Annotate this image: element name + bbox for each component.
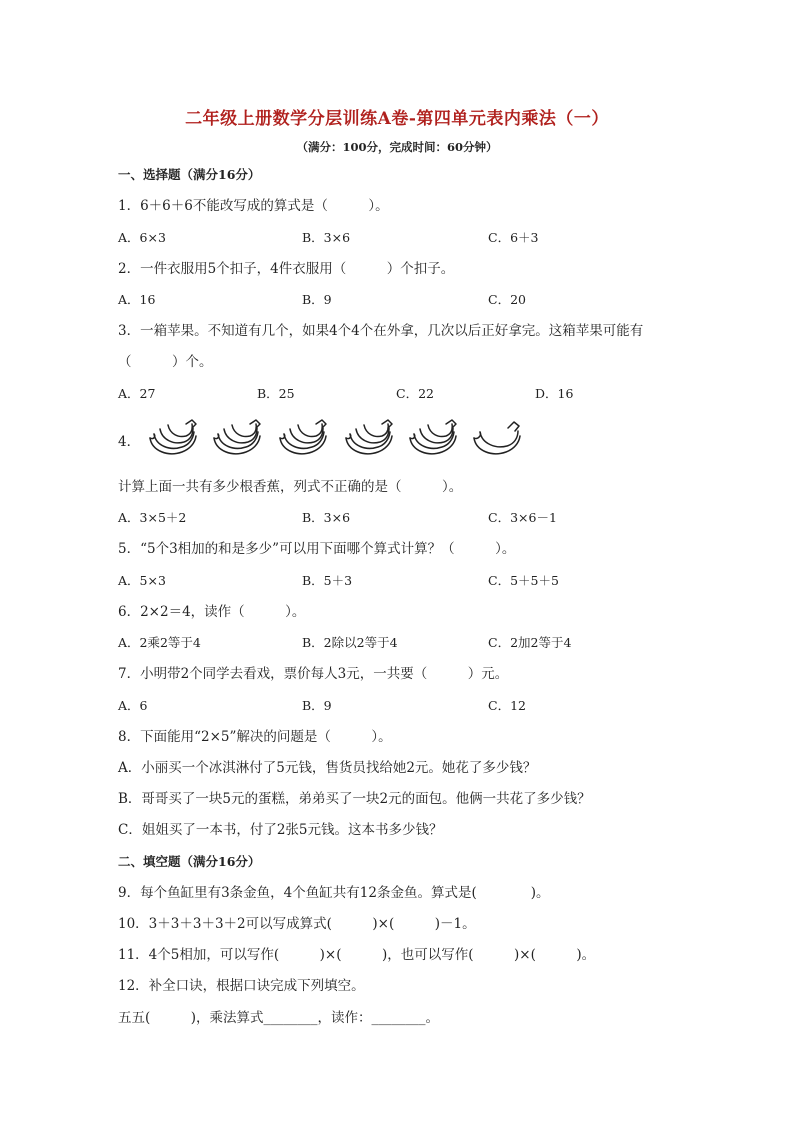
q3-option-d: D．16 <box>535 386 574 401</box>
question-4-number: 4． <box>118 434 141 450</box>
page-title: 二年级上册数学分层训练A卷-第四单元表内乘法（一） <box>185 109 609 129</box>
banana-bunch-icon <box>146 418 198 458</box>
q8-option-a: A．小丽买一个冰淇淋付了5元钱，售货员找给她2元。她花了多少钱？ <box>118 760 537 776</box>
q3-option-a: A．27 <box>118 386 156 401</box>
banana-bunch-icon <box>406 418 458 458</box>
q7-option-a: A．6 <box>118 698 148 713</box>
q4-option-c: C．3×6－1 <box>488 510 557 525</box>
q8-option-c: C．姐姐买了一本书，付了2张5元钱。这本书多少钱？ <box>118 822 443 838</box>
question-12: 12．补全口诀，根据口诀完成下列填空。 <box>118 978 365 994</box>
question-12-fill-line: 五五( )，乘法算式________，读作：________。 <box>118 1010 440 1026</box>
q3-option-b: B．25 <box>257 386 295 401</box>
banana-pair-icon <box>470 418 522 458</box>
question-6: 6．2×2＝4，读作（ ）。 <box>118 604 306 620</box>
question-9: 9．每个鱼缸里有3条金鱼，4个鱼缸共有12条金鱼。算式是( )。 <box>118 885 550 901</box>
banana-bunch-icon <box>210 418 262 458</box>
question-3-cont: （ ）个。 <box>118 354 213 370</box>
q4-option-a: A．3×5＋2 <box>118 510 187 525</box>
section-fill-heading: 二、填空题（满分16分） <box>118 854 261 869</box>
q2-option-a: A．16 <box>118 292 156 307</box>
banana-bunch-icon <box>276 418 328 458</box>
question-4-figure <box>118 418 538 466</box>
q2-option-b: B．9 <box>302 292 332 307</box>
q6-option-c: C．2加2等于4 <box>488 635 572 650</box>
q5-option-a: A．5×3 <box>118 573 166 588</box>
question-11: 11．4个5相加，可以写作( )×( )，也可以写作( )×( )。 <box>118 947 596 963</box>
question-1: 1．6＋6＋6不能改写成的算式是（ ）。 <box>118 198 389 214</box>
q2-option-c: C．20 <box>488 292 526 307</box>
q1-option-b: B．3×6 <box>302 230 351 245</box>
q8-option-b: B．哥哥买了一块5元的蛋糕，弟弟买了一块2元的面包。他俩一共花了多少钱？ <box>118 791 591 807</box>
question-5: 5．“5个3相加的和是多少”可以用下面哪个算式计算？（ ）。 <box>118 541 516 557</box>
question-3: 3．一箱苹果。不知道有几个，如果4个4个在外拿，几次以后正好拿完。这箱苹果可能有 <box>118 323 644 339</box>
question-7: 7．小明带2个同学去看戏，票价每人3元，一共要（ ）元。 <box>118 666 509 682</box>
question-10: 10．3＋3＋3＋3＋2可以写成算式( )×( )－1。 <box>118 916 476 932</box>
q7-option-b: B．9 <box>302 698 332 713</box>
page-subtitle: （满分：100分，完成时间：60分钟） <box>296 140 498 154</box>
q6-option-a: A．2乘2等于4 <box>118 635 201 650</box>
question-4: 计算上面一共有多少根香蕉，列式不正确的是（ ）。 <box>118 479 463 495</box>
section-choice-heading: 一、选择题（满分16分） <box>118 167 261 182</box>
q3-option-c: C．22 <box>396 386 434 401</box>
q1-option-c: C．6＋3 <box>488 230 539 245</box>
question-2: 2．一件衣服用5个扣子，4件衣服用（ ）个扣子。 <box>118 261 455 277</box>
q6-option-b: B．2除以2等于4 <box>302 635 398 650</box>
question-8: 8．下面能用“2×5”解决的问题是（ ）。 <box>118 729 392 745</box>
q5-option-c: C．5＋5＋5 <box>488 573 559 588</box>
q1-option-a: A．6×3 <box>118 230 166 245</box>
q4-option-b: B．3×6 <box>302 510 351 525</box>
q5-option-b: B．5＋3 <box>302 573 353 588</box>
q7-option-c: C．12 <box>488 698 526 713</box>
banana-bunch-icon <box>342 418 394 458</box>
